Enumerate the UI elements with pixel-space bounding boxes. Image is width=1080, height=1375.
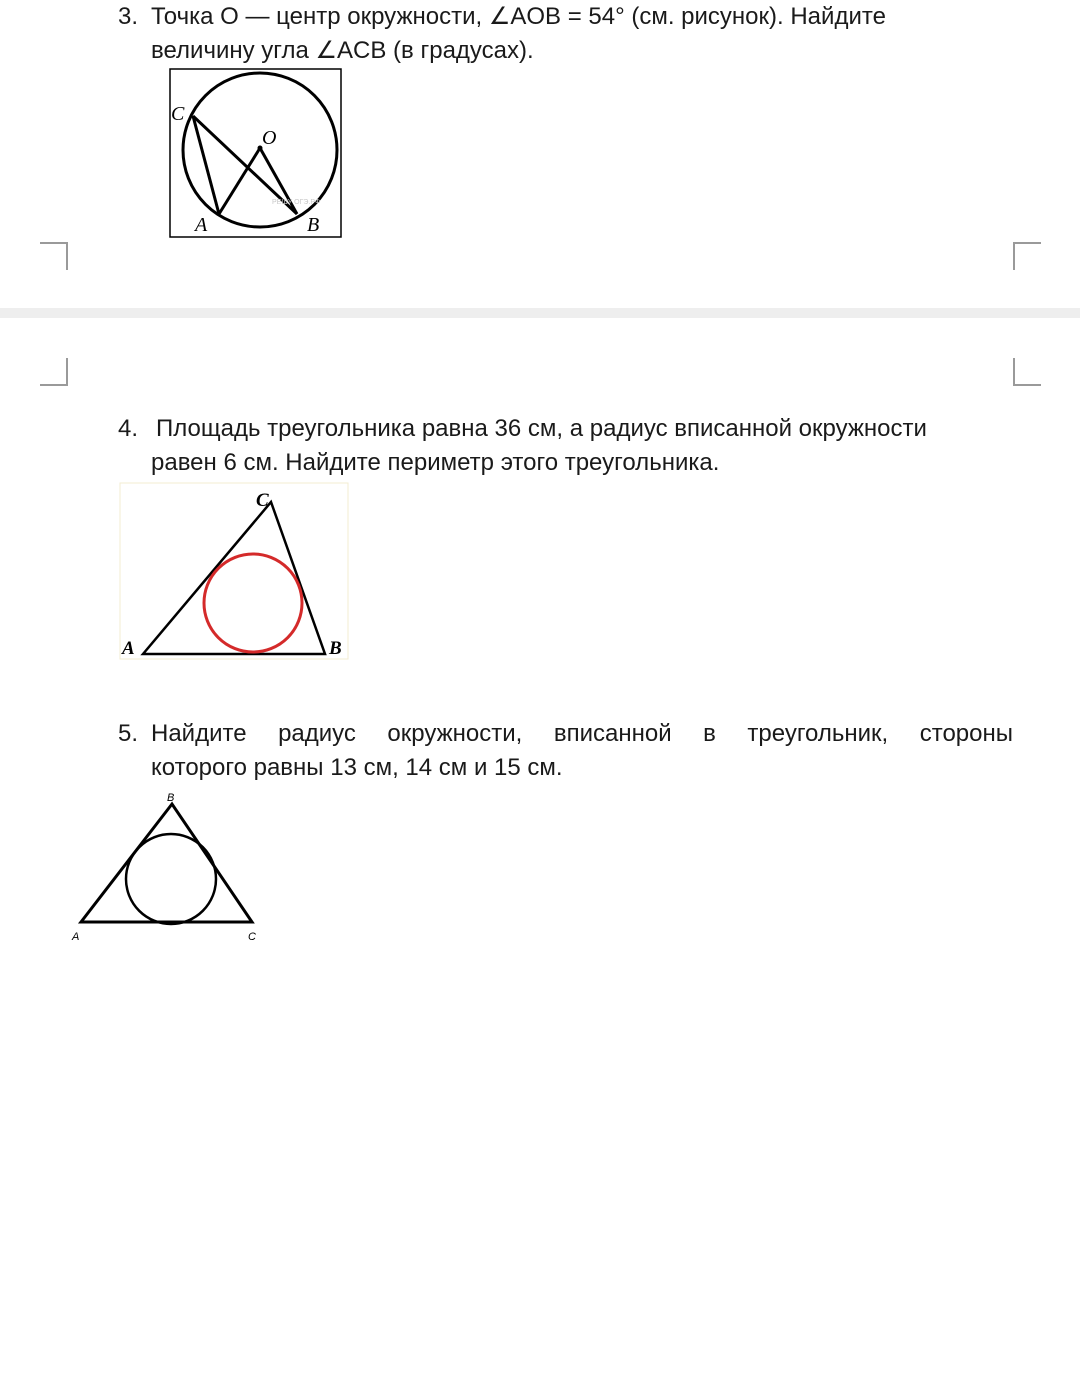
- problem-3: [118, 0, 1013, 68]
- problem-number: 4.: [118, 415, 139, 442]
- figure-triangle-incircle: [119, 482, 350, 662]
- label-b: B: [167, 792, 175, 804]
- label-a: A: [72, 931, 80, 943]
- problem-text-line: Найдите радиус окружности, вписанной в треугольник, стороны: [151, 720, 1013, 747]
- margin-corner-mark: [40, 358, 68, 386]
- problem-text-line: равен 6 см. Найдите периметр этого треугольника.: [151, 449, 720, 476]
- problem-text-line: Точка O — центр окружности, ∠AOB = 54° (см. рисунок). Найдите: [151, 3, 886, 30]
- problem-text-line: величину угла ∠ACB (в градусах).: [151, 37, 534, 64]
- problem-number: 3.: [118, 3, 139, 30]
- label-c: C: [256, 490, 269, 511]
- label-b: B: [307, 214, 320, 236]
- label-c: C: [171, 103, 185, 125]
- margin-corner-mark: [40, 242, 68, 270]
- label-o: O: [262, 127, 277, 149]
- triangle-abc: [81, 804, 252, 922]
- problem-4: [118, 412, 1013, 480]
- figure-triangle-incircle-2: [68, 788, 268, 948]
- problem-number: 5.: [118, 720, 139, 747]
- label-a: A: [195, 214, 208, 236]
- problem-text-line: которого равны 13 см, 14 см и 15 см.: [151, 754, 563, 781]
- watermark: РЕШУ ОГЭ.РФ: [272, 199, 321, 206]
- page-separator: [0, 308, 1080, 318]
- inscribed-circle: [126, 834, 216, 924]
- problem-text-line: Площадь треугольника равна 36 см, а радиус вписанной окружности: [156, 415, 927, 442]
- label-c: C: [248, 931, 256, 943]
- figure-circle-inscribed-angle: [169, 68, 343, 239]
- problem-5: [118, 717, 1013, 785]
- label-a: A: [122, 638, 135, 659]
- label-b: B: [329, 638, 342, 659]
- margin-corner-mark: [1013, 242, 1041, 270]
- figure-frame: [120, 483, 348, 659]
- margin-corner-mark: [1013, 358, 1041, 386]
